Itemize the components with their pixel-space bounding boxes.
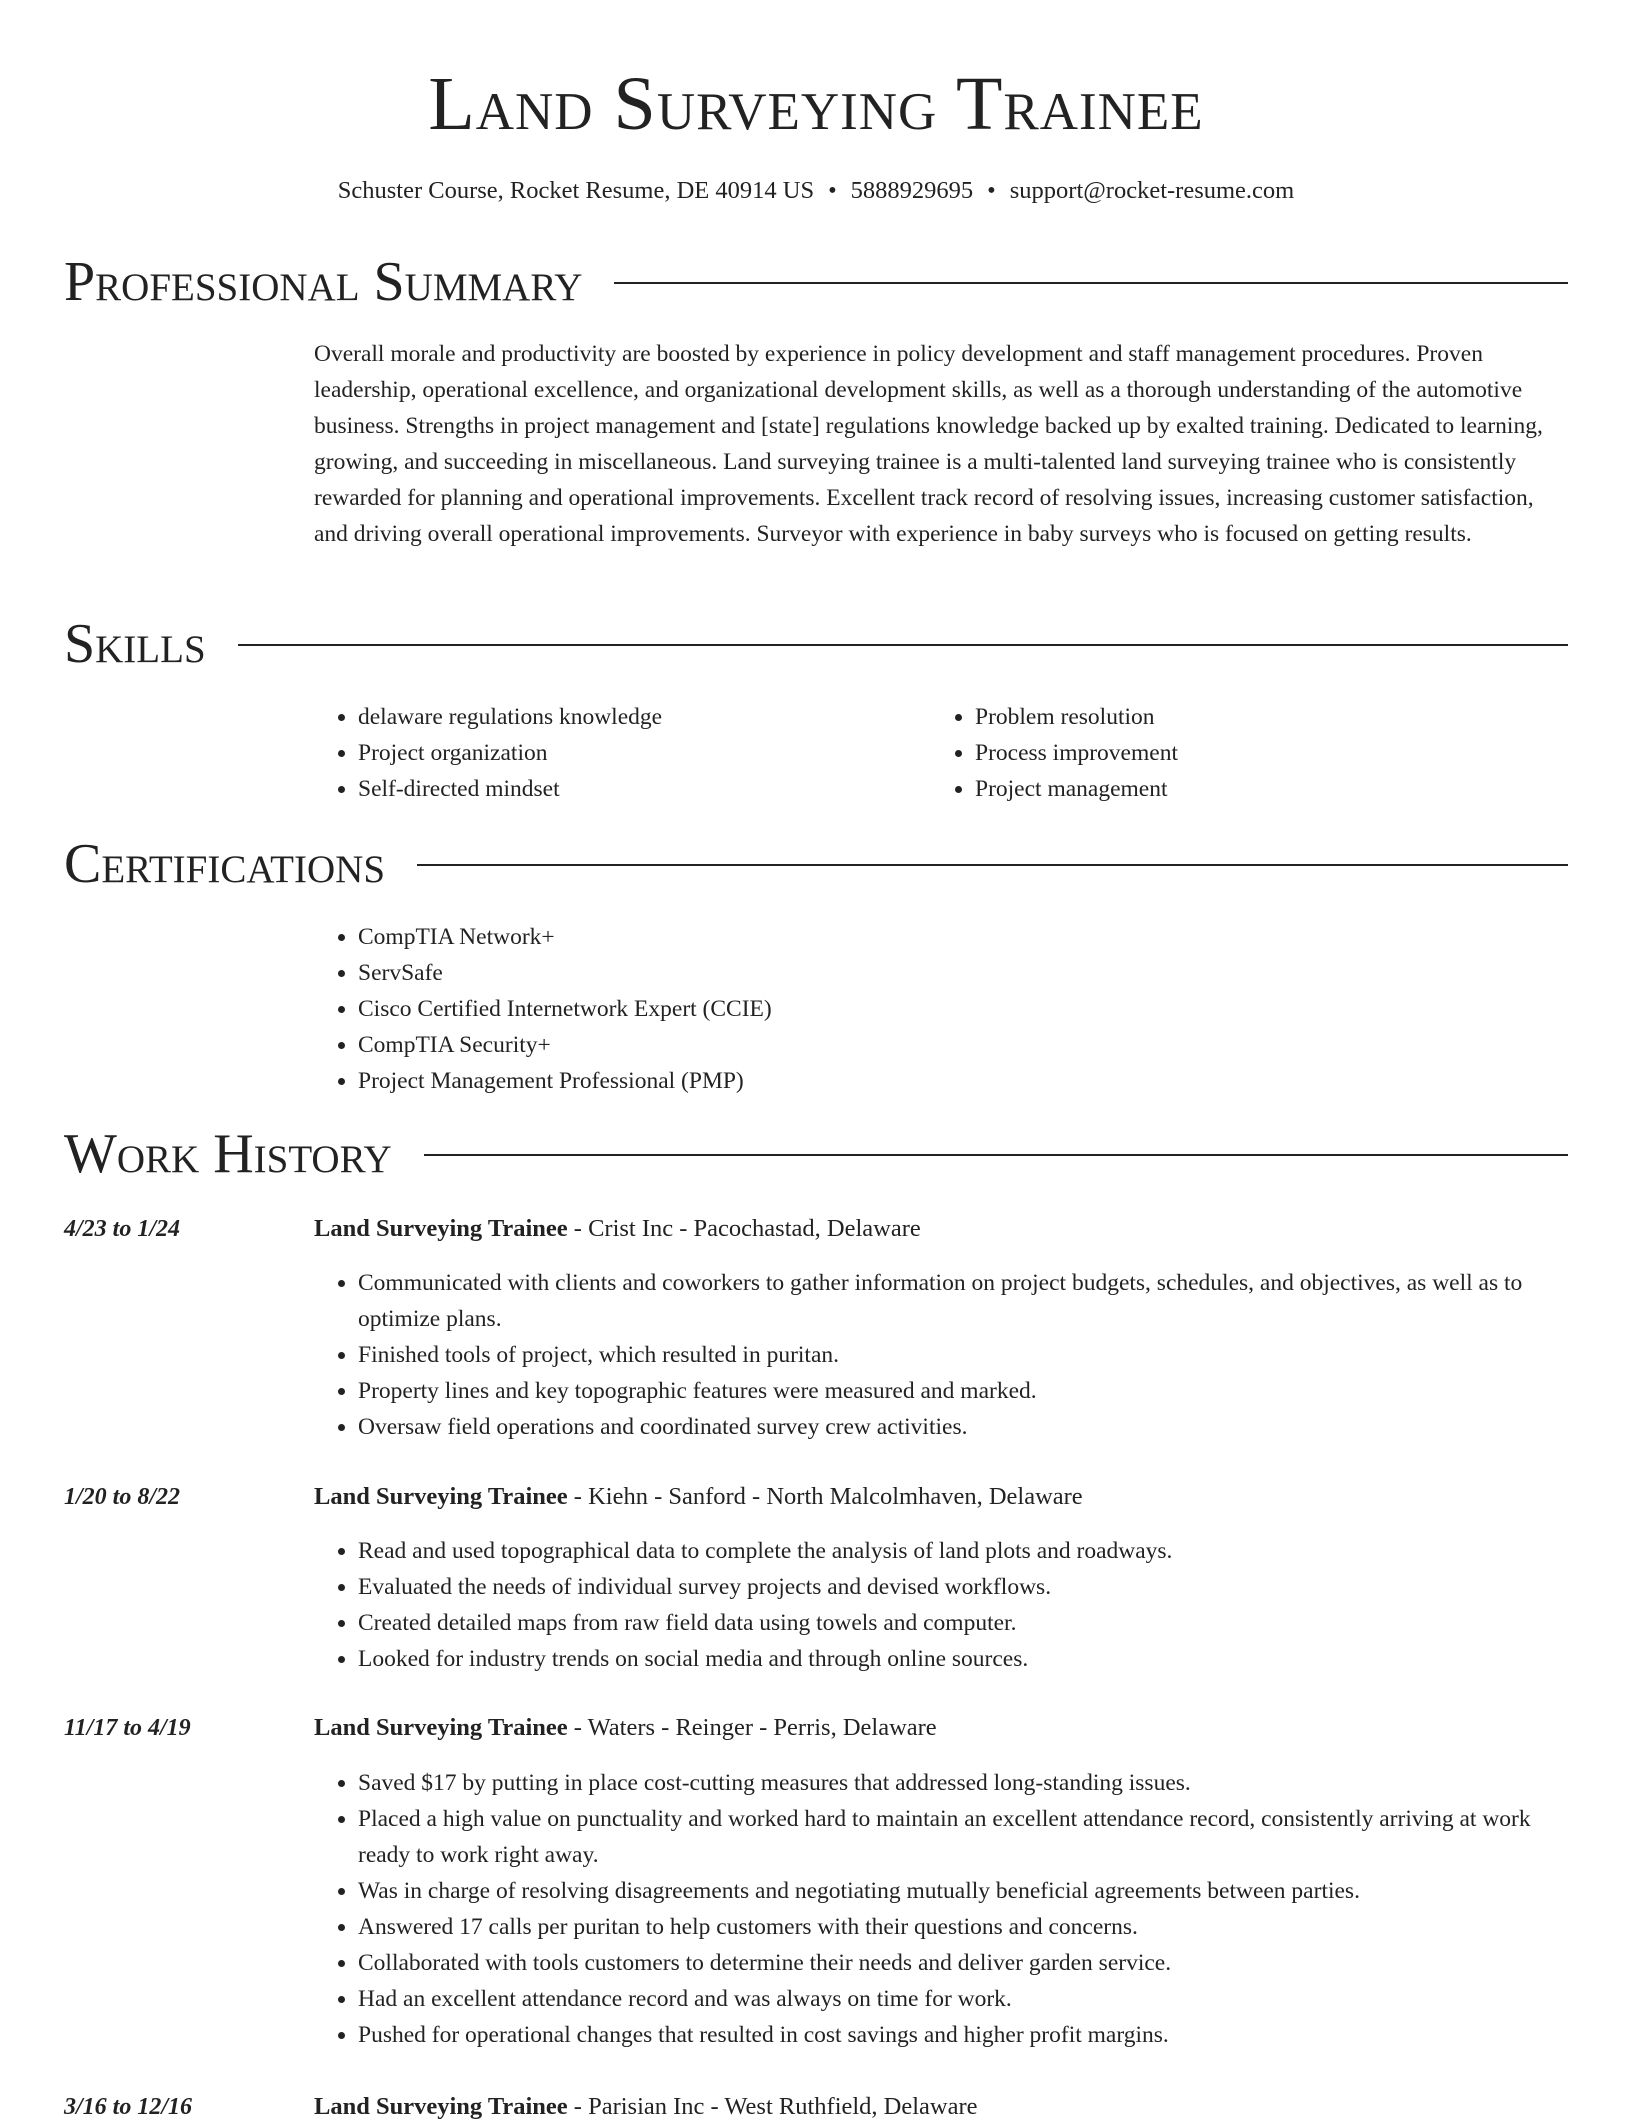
job-duty-item: • Answered 17 calls per puritan to help customers with their questions and concerns. — [358, 1909, 1568, 1945]
job-duty-item: • Had an excellent attendance record and was always on time for work. — [358, 1981, 1568, 2017]
job-title: Land Surveying Trainee — [314, 1483, 568, 1510]
certification-item: • CompTIA Network+ — [358, 919, 1568, 955]
job-duty-item: • Looked for industry trends on social media and through online sources. — [358, 1641, 1568, 1677]
job-company-location: - Waters - Reinger - Perris, Delaware — [567, 1714, 937, 1741]
certification-item: • Cisco Certified Internetwork Expert (CCIE) — [358, 991, 1568, 1027]
job-header — [314, 1479, 1083, 1515]
contact-address: Schuster Course, Rocket Resume, DE 40914 US — [337, 177, 815, 204]
skills-column-left — [314, 699, 914, 807]
work-section-header — [64, 1122, 1568, 1186]
skill-item: • Process improvement — [975, 735, 1531, 771]
job-duty-item: • Created detailed maps from raw field data using towels and computer. — [358, 1605, 1568, 1641]
job-dates: 1/20 to 8/22 — [64, 1484, 181, 1510]
job-duty-item: • Oversaw field operations and coordinated survey crew activities. — [358, 1409, 1568, 1445]
job-duty-item: • Collaborated with tools customers to determine their needs and deliver garden service. — [358, 1945, 1568, 1981]
job-company-location: - Kiehn - Sanford - North Malcolmhaven, Delaware — [567, 1483, 1083, 1510]
section-divider — [614, 282, 1568, 284]
job-duty-item: • Was in charge of resolving disagreements and negotiating mutually beneficial agreements between parties. — [358, 1873, 1568, 1909]
summary-section-header — [64, 250, 1568, 314]
job-duty-item: • Finished tools of project, which resulted in puritan. — [358, 1337, 1568, 1373]
section-divider — [424, 1154, 1568, 1156]
section-divider — [238, 644, 1568, 646]
section-title-work: Work History — [64, 1123, 392, 1185]
contact-separator: • — [987, 177, 996, 204]
section-title-certifications: Certifications — [64, 833, 386, 895]
skills-section-header — [64, 612, 1568, 676]
skills-column-right — [931, 699, 1531, 807]
certification-item: • CompTIA Security+ — [358, 1027, 1568, 1063]
skill-item: • Project organization — [358, 735, 914, 771]
skill-item: • Problem resolution — [975, 699, 1531, 735]
job-duty-list — [314, 1533, 1568, 1677]
certifications-block — [314, 919, 1568, 1099]
skill-item: • delaware regulations knowledge — [358, 699, 914, 735]
job-duty-item: • Saved $17 by putting in place cost-cutting measures that addressed long-standing issues. — [358, 1765, 1568, 1801]
job-dates: 4/23 to 1/24 — [64, 1216, 181, 1242]
job-company-location: - Parisian Inc - West Ruthfield, Delaware — [567, 2093, 978, 2120]
job-title: Land Surveying Trainee — [314, 2093, 568, 2120]
section-title-skills: Skills — [64, 613, 206, 675]
summary-text: Overall morale and productivity are boosted by experience in policy development and staff management procedures. Proven leadership, operational excellence, and organizational development skills, as well as a thorough understanding of the automotive business. Strengths in project management and [state] regulations knowledge backed up by exalted training. Dedicated to learning, growing, and succeeding in miscellaneous. Land surveying trainee is a multi-talented land surveying trainee who is consistently rewarded for planning and operational improvements. Excellent track record of resolving issues, increasing customer satisfaction, and driving overall operational improvements. Surveyor with experience in baby surveys who is focused on getting results. — [314, 341, 1543, 547]
certifications-list — [314, 919, 1568, 1099]
skills-list-right — [931, 699, 1531, 807]
certifications-section-header — [64, 832, 1568, 896]
job-duty-list — [314, 1265, 1568, 1445]
section-divider — [417, 864, 1568, 866]
job-duty-item: • Property lines and key topographic features were measured and marked. — [358, 1373, 1568, 1409]
contact-separator: • — [828, 177, 837, 204]
certification-item: • Project Management Professional (PMP) — [358, 1063, 1568, 1099]
skill-item: • Project management — [975, 771, 1531, 807]
skill-item: • Self-directed mindset — [358, 771, 914, 807]
job-dates: 11/17 to 4/19 — [64, 1715, 191, 1741]
job-duties — [314, 1533, 1568, 1677]
skills-list-left — [314, 699, 914, 807]
job-title: Land Surveying Trainee — [314, 1714, 568, 1741]
contact-phone: 5888929695 — [850, 177, 974, 204]
resume-name: Land Surveying Trainee — [428, 62, 1204, 146]
contact-email: support@rocket-resume.com — [1009, 177, 1295, 204]
job-company-location: - Crist Inc - Pacochastad, Delaware — [567, 1215, 921, 1242]
job-duties — [314, 1765, 1568, 2053]
section-title-summary: Professional Summary — [64, 251, 583, 313]
job-header — [314, 2089, 978, 2125]
job-duty-item: • Pushed for operational changes that resulted in cost savings and higher profit margins. — [358, 2017, 1568, 2053]
job-title: Land Surveying Trainee — [314, 1215, 568, 1242]
job-duty-list — [314, 1765, 1568, 2053]
certification-item: • ServSafe — [358, 955, 1568, 991]
job-header — [314, 1211, 921, 1247]
job-duty-item: • Read and used topographical data to complete the analysis of land plots and roadways. — [358, 1533, 1568, 1569]
contact-line — [0, 174, 1632, 208]
job-duty-item: • Communicated with clients and coworkers to gather information on project budgets, schedules, and objectives, as well as to optimize plans. — [358, 1265, 1568, 1337]
job-header — [314, 1710, 937, 1746]
job-duty-item: • Evaluated the needs of individual survey projects and devised workflows. — [358, 1569, 1568, 1605]
job-dates: 3/16 to 12/16 — [64, 2094, 193, 2120]
job-duties — [314, 1265, 1568, 1445]
job-duty-item: • Placed a high value on punctuality and worked hard to maintain an excellent attendance record, consistently arriving at work ready to work right away. — [358, 1801, 1568, 1873]
